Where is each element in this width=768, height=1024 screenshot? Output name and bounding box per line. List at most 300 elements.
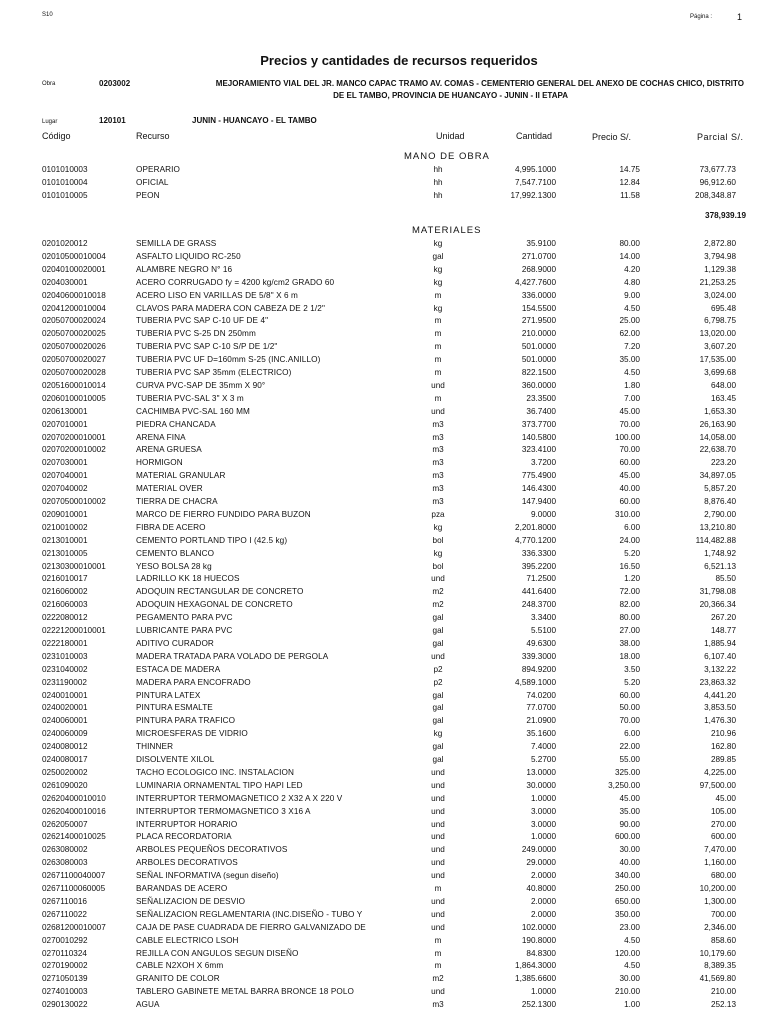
resource-price: 55.00 bbox=[619, 755, 640, 764]
resource-code: 0240080017 bbox=[42, 755, 88, 764]
resource-unit: m3 bbox=[432, 471, 444, 481]
resource-code: 0263080003 bbox=[42, 858, 88, 868]
col-header-unit: Unidad bbox=[436, 131, 465, 141]
resource-price: 340.00 bbox=[614, 871, 640, 881]
table-row bbox=[0, 290, 768, 302]
resource-quantity: 775.4900 bbox=[521, 471, 556, 481]
table-row bbox=[0, 625, 768, 637]
col-header-partial: Parcial S/. bbox=[697, 132, 744, 142]
table-row bbox=[0, 806, 768, 818]
resource-price: 310.00 bbox=[614, 509, 640, 519]
resource-partial: 1,885.94 bbox=[704, 638, 736, 648]
resource-unit: m3 bbox=[432, 1000, 444, 1010]
resource-price: 27.00 bbox=[619, 626, 640, 635]
section-title-mano-de-obra: MANO DE OBRA bbox=[404, 151, 490, 162]
table-row bbox=[0, 935, 768, 947]
resource-code: 02051600010014 bbox=[42, 380, 106, 390]
resource-name: PINTURA LATEX bbox=[136, 690, 201, 700]
resource-code: 02070200010002 bbox=[42, 445, 106, 455]
table-row bbox=[0, 496, 768, 508]
resource-name: PLACA RECORDATORIA bbox=[136, 832, 232, 842]
resource-quantity: 248.3700 bbox=[521, 600, 556, 610]
table-row bbox=[0, 948, 768, 960]
resource-price: 82.00 bbox=[619, 600, 640, 610]
resource-name: TACHO ECOLOGICO INC. INSTALACION bbox=[136, 767, 295, 777]
resource-unit: und bbox=[431, 896, 445, 906]
resource-price: 1.80 bbox=[624, 380, 640, 390]
resource-partial: 5,857.20 bbox=[704, 484, 736, 494]
resource-price: 45.00 bbox=[619, 793, 640, 803]
resource-name: MATERIAL OVER bbox=[136, 484, 203, 494]
resource-unit: hh bbox=[433, 178, 443, 188]
table-row bbox=[0, 909, 768, 921]
resource-partial: 6,521.13 bbox=[704, 561, 736, 571]
table-row bbox=[0, 599, 768, 611]
resource-partial: 1,476.30 bbox=[704, 716, 736, 726]
resource-unit: und bbox=[431, 987, 445, 997]
resource-unit: und bbox=[431, 806, 445, 816]
resource-partial: 114,482.88 bbox=[695, 535, 736, 545]
resource-quantity: 268.9000 bbox=[521, 264, 556, 274]
resource-price: 5.20 bbox=[624, 548, 640, 558]
resource-code: 0231040002 bbox=[42, 664, 88, 674]
resource-name: INTERRUPTOR HORARIO bbox=[136, 819, 238, 829]
resource-price: 60.00 bbox=[619, 458, 640, 468]
subtotal-mano-de-obra: 378,939.19 bbox=[705, 211, 746, 220]
resource-quantity: 1.0000 bbox=[530, 793, 556, 803]
resource-price: 23.00 bbox=[619, 922, 640, 932]
resource-name: BARANDAS DE ACERO bbox=[136, 884, 228, 893]
resource-price: 38.00 bbox=[619, 638, 640, 648]
resource-price: 250.00 bbox=[614, 884, 640, 893]
resource-quantity: 146.4300 bbox=[521, 484, 556, 494]
resource-partial: 10,200.00 bbox=[699, 884, 736, 893]
table-row bbox=[0, 638, 768, 650]
resource-unit: und bbox=[431, 380, 445, 390]
resource-code: 02010500010004 bbox=[42, 251, 106, 261]
resource-name: CURVA PVC-SAP DE 35mm X 90° bbox=[136, 380, 266, 390]
resource-unit: kg bbox=[433, 548, 443, 558]
table-row bbox=[0, 328, 768, 340]
lugar-code: 120101 bbox=[99, 116, 126, 125]
resource-name: SEÑALIZACION REGLAMENTARIA (INC.DISEÑO - TUBO Y bbox=[136, 909, 363, 919]
resource-name: CABLE ELECTRICO LSOH bbox=[136, 935, 239, 945]
table-row bbox=[0, 164, 768, 176]
resource-price: 1.00 bbox=[624, 1000, 640, 1010]
resource-partial: 210.00 bbox=[710, 987, 736, 997]
resource-unit: m3 bbox=[432, 419, 444, 429]
resource-quantity: 3.0000 bbox=[530, 819, 556, 829]
resource-code: 02040100020001 bbox=[42, 264, 106, 274]
resource-partial: 3,607.20 bbox=[704, 342, 736, 352]
resource-code: 0261090020 bbox=[42, 780, 88, 790]
resource-partial: 3,853.50 bbox=[704, 703, 736, 713]
resource-code: 0240080012 bbox=[42, 742, 88, 752]
resource-unit: und bbox=[431, 767, 445, 777]
resource-partial: 1,300.00 bbox=[704, 896, 736, 906]
resource-partial: 105.00 bbox=[710, 806, 736, 816]
resource-quantity: 7,547.7100 bbox=[515, 178, 556, 188]
resource-partial: 14,058.00 bbox=[699, 432, 736, 442]
resource-name: INTERRUPTOR TERMOMAGNETICO 3 X16 A bbox=[136, 806, 311, 816]
resource-name: DISOLVENTE XILOL bbox=[136, 755, 215, 764]
resource-partial: 267.20 bbox=[710, 613, 736, 623]
resource-quantity: 3.0000 bbox=[530, 806, 556, 816]
resource-code: 0270190002 bbox=[42, 961, 88, 971]
resource-price: 70.00 bbox=[619, 419, 640, 429]
resource-code: 0231190002 bbox=[42, 677, 87, 687]
resource-quantity: 17,992.1300 bbox=[510, 191, 556, 201]
resource-unit: und bbox=[431, 845, 445, 855]
table-row bbox=[0, 767, 768, 779]
resource-price: 25.00 bbox=[619, 316, 640, 326]
resource-quantity: 154.5500 bbox=[521, 303, 556, 313]
resource-code: 0201020012 bbox=[42, 239, 88, 248]
resource-name: SEÑALIZACION DE DESVIO bbox=[136, 896, 246, 906]
resource-name: ARENA GRUESA bbox=[136, 445, 202, 455]
resource-code: 0240060009 bbox=[42, 729, 88, 739]
resource-price: 11.58 bbox=[620, 191, 640, 201]
resource-quantity: 71.2500 bbox=[526, 574, 556, 584]
resource-partial: 210.96 bbox=[710, 729, 736, 739]
resource-unit: m2 bbox=[432, 974, 444, 984]
resource-unit: m bbox=[434, 961, 442, 971]
resource-quantity: 5.5100 bbox=[530, 626, 556, 635]
resource-code: 0250020002 bbox=[42, 767, 88, 777]
section-title-materiales: MATERIALES bbox=[412, 225, 482, 236]
table-row bbox=[0, 190, 768, 202]
resource-quantity: 1.0000 bbox=[530, 832, 556, 842]
resource-price: 70.00 bbox=[619, 445, 640, 455]
resource-price: 60.00 bbox=[619, 497, 640, 506]
resource-price: 22.00 bbox=[619, 742, 640, 752]
resource-price: 40.00 bbox=[619, 858, 640, 868]
resource-unit: kg bbox=[433, 239, 443, 248]
resource-partial: 1,653.30 bbox=[704, 406, 736, 416]
table-row bbox=[0, 509, 768, 521]
resource-price: 1.20 bbox=[624, 574, 640, 584]
resource-price: 50.00 bbox=[619, 703, 640, 713]
resource-price: 35.00 bbox=[619, 355, 640, 365]
resource-price: 12.84 bbox=[619, 178, 640, 188]
resource-name: TIERRA DE CHACRA bbox=[136, 497, 218, 506]
resource-price: 70.00 bbox=[619, 716, 640, 726]
resource-unit: m3 bbox=[432, 432, 444, 442]
resource-unit: m3 bbox=[432, 458, 444, 468]
resource-unit: m bbox=[434, 393, 442, 403]
resource-code: 02050700020024 bbox=[42, 316, 106, 326]
resource-quantity: 1,864.3000 bbox=[515, 961, 556, 971]
resource-code: 0204030001 bbox=[42, 277, 88, 287]
resource-quantity: 36.7400 bbox=[526, 406, 556, 416]
resource-unit: und bbox=[431, 574, 445, 584]
resource-quantity: 74.0200 bbox=[526, 690, 556, 700]
resource-quantity: 252.1300 bbox=[521, 1000, 556, 1010]
resource-unit: m bbox=[434, 935, 442, 945]
resource-quantity: 49.6300 bbox=[526, 638, 556, 648]
resource-partial: 7,470.00 bbox=[704, 845, 736, 855]
resource-name: SEÑAL INFORMATIVA (segun diseño) bbox=[136, 871, 279, 881]
table-row bbox=[0, 973, 768, 985]
resource-code: 0207040001 bbox=[42, 471, 88, 481]
resource-unit: kg bbox=[433, 303, 443, 313]
resource-unit: m bbox=[434, 329, 442, 339]
table-row bbox=[0, 470, 768, 482]
resource-code: 0216010017 bbox=[42, 574, 88, 584]
resource-name: THINNER bbox=[136, 742, 174, 752]
resource-partial: 208,348.87 bbox=[695, 191, 736, 201]
resource-partial: 22,638.70 bbox=[699, 445, 736, 455]
page-title: Precios y cantidades de recursos requeridos bbox=[260, 53, 538, 68]
table-row bbox=[0, 870, 768, 882]
resource-partial: 26,163.90 bbox=[699, 419, 736, 429]
resource-code: 02620400010016 bbox=[42, 806, 106, 816]
resource-partial: 17,535.00 bbox=[699, 355, 736, 365]
resource-quantity: 35.9100 bbox=[526, 239, 556, 248]
resource-price: 5.20 bbox=[624, 677, 640, 687]
resource-code: 02070500010002 bbox=[42, 497, 106, 506]
resource-partial: 1,748.92 bbox=[704, 548, 736, 558]
resource-price: 7.00 bbox=[624, 393, 640, 403]
table-row bbox=[0, 857, 768, 869]
resource-name: ASFALTO LIQUIDO RC-250 bbox=[136, 251, 241, 261]
resource-quantity: 84.8300 bbox=[526, 948, 556, 958]
resource-code: 0270110324 bbox=[42, 948, 87, 958]
table-row bbox=[0, 380, 768, 392]
resource-unit: und bbox=[431, 780, 445, 790]
resource-unit: gal bbox=[432, 690, 444, 700]
resource-unit: und bbox=[431, 793, 445, 803]
resource-price: 7.20 bbox=[624, 342, 640, 352]
resource-code: 0271050139 bbox=[42, 974, 88, 984]
resource-code: 0207030001 bbox=[42, 458, 88, 468]
resource-unit: kg bbox=[433, 277, 443, 287]
resource-unit: hh bbox=[433, 191, 443, 201]
resource-price: 6.00 bbox=[624, 522, 640, 532]
resource-code: 0213010005 bbox=[42, 548, 88, 558]
resource-code: 0207040002 bbox=[42, 484, 88, 494]
table-row bbox=[0, 612, 768, 624]
resource-quantity: 29.0000 bbox=[526, 858, 556, 868]
resource-quantity: 35.1600 bbox=[526, 729, 556, 739]
resource-name: LADRILLO KK 18 HUECOS bbox=[136, 574, 240, 584]
resource-name: MARCO DE FIERRO FUNDIDO PARA BUZON bbox=[136, 509, 311, 519]
table-row bbox=[0, 483, 768, 495]
resource-unit: gal bbox=[432, 703, 444, 713]
resource-name: GRANITO DE COLOR bbox=[136, 974, 220, 984]
resource-quantity: 7.4000 bbox=[530, 742, 556, 752]
resource-name: ADOQUIN HEXAGONAL DE CONCRETO bbox=[136, 600, 293, 610]
resource-name: MADERA PARA ENCOFRADO bbox=[136, 677, 251, 687]
table-row bbox=[0, 715, 768, 727]
resource-code: 02040600010018 bbox=[42, 290, 106, 300]
resource-name: MICROESFERAS DE VIDRIO bbox=[136, 729, 248, 739]
resource-partial: 148.77 bbox=[710, 626, 736, 635]
resource-unit: pza bbox=[431, 509, 445, 519]
resource-unit: m bbox=[434, 290, 442, 300]
resource-quantity: 360.0000 bbox=[521, 380, 556, 390]
resource-partial: 858.60 bbox=[710, 935, 736, 945]
resource-code: 02671100040007 bbox=[42, 871, 106, 881]
page-number: 1 bbox=[737, 12, 743, 22]
table-row bbox=[0, 573, 768, 585]
resource-unit: m bbox=[434, 355, 442, 365]
resource-partial: 700.00 bbox=[710, 909, 736, 919]
resource-partial: 648.00 bbox=[710, 380, 736, 390]
table-row bbox=[0, 341, 768, 353]
resource-partial: 96,912.60 bbox=[699, 178, 736, 188]
resource-code: 0101010005 bbox=[42, 191, 88, 201]
resource-price: 24.00 bbox=[619, 535, 640, 545]
resource-unit: m2 bbox=[432, 587, 444, 597]
resource-price: 40.00 bbox=[619, 484, 640, 494]
resource-price: 18.00 bbox=[619, 651, 640, 661]
resource-unit: gal bbox=[432, 755, 444, 764]
table-row bbox=[0, 277, 768, 289]
resource-name: TUBERIA PVC S-25 DN 250mm bbox=[136, 329, 256, 339]
resource-code: 0270010292 bbox=[42, 935, 88, 945]
resource-partial: 289.85 bbox=[710, 755, 736, 764]
obra-description-line2: DE EL TAMBO, PROVINCIA DE HUANCAYO - JUNIN - II ETAPA bbox=[333, 91, 568, 100]
resource-name: CAJA DE PASE CUADRADA DE FIERRO GALVANIZADO DE bbox=[136, 922, 366, 932]
resource-partial: 3,132.22 bbox=[704, 664, 736, 674]
resource-code: 0101010004 bbox=[42, 178, 88, 188]
resource-name: LUBRICANTE PARA PVC bbox=[136, 626, 233, 635]
resource-quantity: 3.3400 bbox=[530, 613, 556, 623]
resource-price: 30.00 bbox=[619, 974, 640, 984]
resource-code: 0222180001 bbox=[42, 638, 88, 648]
table-row bbox=[0, 177, 768, 189]
resource-price: 4.50 bbox=[624, 961, 640, 971]
table-row bbox=[0, 664, 768, 676]
resource-unit: bol bbox=[432, 561, 444, 571]
table-row bbox=[0, 922, 768, 934]
table-row bbox=[0, 819, 768, 831]
resource-price: 14.00 bbox=[619, 251, 640, 261]
table-row bbox=[0, 264, 768, 276]
resource-name: ESTACA DE MADERA bbox=[136, 664, 221, 674]
resource-quantity: 9.0000 bbox=[530, 509, 556, 519]
resource-partial: 10,179.60 bbox=[699, 948, 736, 958]
resource-unit: m3 bbox=[432, 497, 444, 506]
table-row bbox=[0, 986, 768, 998]
resource-quantity: 894.9200 bbox=[521, 664, 556, 674]
resource-code: 0262050007 bbox=[42, 819, 88, 829]
resource-partial: 23,863.32 bbox=[699, 677, 736, 687]
table-row bbox=[0, 444, 768, 456]
obra-description-line1: MEJORAMIENTO VIAL DEL JR. MANCO CAPAC TRAMO AV. COMAS - CEMENTERIO GENERAL DEL ANEXO DE COCHAS CHICO, DISTRITO bbox=[215, 79, 744, 88]
resource-price: 4.50 bbox=[624, 303, 640, 313]
resource-unit: m bbox=[434, 884, 442, 893]
resource-price: 4.50 bbox=[624, 368, 640, 377]
resource-quantity: 1.0000 bbox=[530, 987, 556, 997]
resource-name: HORMIGON bbox=[136, 458, 183, 468]
resource-name: TABLERO GABINETE METAL BARRA BRONCE 18 POLO bbox=[136, 987, 354, 997]
resource-name: YESO BOLSA 28 kg bbox=[136, 561, 212, 571]
table-row bbox=[0, 238, 768, 250]
resource-unit: p2 bbox=[433, 664, 443, 674]
resource-name: CABLE N2XOH X 6mm bbox=[136, 961, 224, 971]
resource-price: 60.00 bbox=[619, 690, 640, 700]
resource-name: LUMINARIA ORNAMENTAL TIPO HAPI LED bbox=[136, 780, 303, 790]
resource-code: 0216060003 bbox=[42, 600, 88, 610]
resource-name: ACERO LISO EN VARILLAS DE 5/8" X 6 m bbox=[136, 290, 298, 300]
table-row bbox=[0, 651, 768, 663]
table-row bbox=[0, 561, 768, 573]
resource-partial: 85.50 bbox=[715, 574, 736, 584]
resource-code: 02050700020026 bbox=[42, 342, 106, 352]
resource-partial: 13,210.80 bbox=[699, 522, 736, 532]
resource-partial: 8,876.40 bbox=[704, 497, 736, 506]
table-row bbox=[0, 354, 768, 366]
resource-code: 02671100060005 bbox=[42, 884, 106, 893]
resource-quantity: 30.0000 bbox=[526, 780, 556, 790]
resource-price: 45.00 bbox=[619, 406, 640, 416]
lugar-label: Lugar bbox=[42, 119, 58, 125]
resource-code: 02060100010005 bbox=[42, 393, 106, 403]
table-row bbox=[0, 896, 768, 908]
resource-unit: m3 bbox=[432, 445, 444, 455]
resource-code: 0216060002 bbox=[42, 587, 88, 597]
resource-name: INTERRUPTOR TERMOMAGNETICO 2 X32 A X 220 V bbox=[136, 793, 343, 803]
resource-unit: gal bbox=[432, 613, 444, 623]
resource-partial: 13,020.00 bbox=[699, 329, 736, 339]
resource-quantity: 77.0700 bbox=[526, 703, 556, 713]
table-row bbox=[0, 315, 768, 327]
table-row bbox=[0, 406, 768, 418]
resource-partial: 270.00 bbox=[710, 819, 736, 829]
col-header-code: Código bbox=[42, 131, 71, 141]
resource-name: CACHIMBA PVC-SAL 160 MM bbox=[136, 406, 250, 416]
resource-name: ADITIVO CURADOR bbox=[136, 638, 214, 648]
resource-name: MADERA TRATADA PARA VOLADO DE PERGOLA bbox=[136, 651, 329, 661]
resource-price: 16.50 bbox=[619, 561, 640, 571]
resource-code: 02050700020027 bbox=[42, 355, 106, 365]
obra-code: 0203002 bbox=[99, 79, 131, 88]
resource-quantity: 102.0000 bbox=[521, 922, 556, 932]
resource-name: TUBERIA PVC-SAL 3" X 3 m bbox=[136, 393, 244, 403]
table-row bbox=[0, 690, 768, 702]
resource-code: 0213010001 bbox=[42, 535, 88, 545]
table-row bbox=[0, 728, 768, 740]
resource-quantity: 323.4100 bbox=[521, 445, 556, 455]
resource-name: CEMENTO PORTLAND TIPO I (42.5 kg) bbox=[136, 535, 288, 545]
resource-partial: 252.13 bbox=[710, 1000, 736, 1010]
resource-quantity: 4,427.7600 bbox=[515, 277, 556, 287]
resource-unit: gal bbox=[432, 251, 444, 261]
resource-quantity: 271.0700 bbox=[521, 251, 556, 261]
resource-partial: 6,107.40 bbox=[704, 651, 736, 661]
resource-price: 120.00 bbox=[614, 948, 640, 958]
obra-label: Obra bbox=[42, 81, 56, 87]
resource-price: 35.00 bbox=[619, 806, 640, 816]
resource-name: CEMENTO BLANCO bbox=[136, 548, 215, 558]
resource-code: 02130300010001 bbox=[42, 561, 106, 571]
resource-price: 4.20 bbox=[624, 264, 640, 274]
resource-code: 0263080002 bbox=[42, 845, 88, 855]
resource-price: 72.00 bbox=[619, 587, 640, 597]
resource-quantity: 23.3500 bbox=[526, 393, 556, 403]
resource-unit: m bbox=[434, 368, 442, 377]
resource-quantity: 40.8000 bbox=[526, 884, 556, 893]
resource-quantity: 21.0900 bbox=[526, 716, 556, 726]
resource-quantity: 441.6400 bbox=[521, 587, 556, 597]
resource-quantity: 4,995.1000 bbox=[515, 165, 556, 174]
resource-partial: 20,366.34 bbox=[699, 600, 736, 610]
resource-price: 3,250.00 bbox=[608, 780, 640, 790]
resource-name: PINTURA PARA TRAFICO bbox=[136, 716, 236, 726]
resource-partial: 3,794.98 bbox=[704, 251, 736, 261]
